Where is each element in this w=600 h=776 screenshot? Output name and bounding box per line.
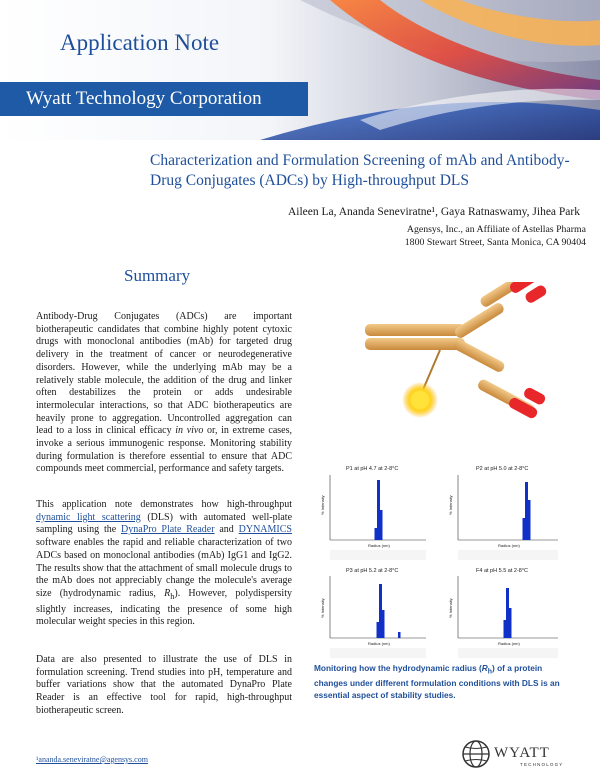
rh-symbol: R bbox=[164, 587, 171, 599]
para2-text-b: (DLS) with automated well-plate sampling using the bbox=[36, 511, 293, 536]
paper-title: Characterization and Formulation Screening of mAb and Antibody-Drug Conjugates (ADCs) by High-throughput DLS bbox=[150, 152, 570, 189]
wyatt-logo bbox=[462, 738, 582, 770]
panel-3-xlabel: Radius (nm) bbox=[368, 641, 390, 646]
panel-3-title: P3 at pH 5.2 at 2-8°C bbox=[346, 568, 399, 574]
panel-4-xlabel: Radius (nm) bbox=[498, 641, 520, 646]
panel-4-title: F4 at pH 5.5 at 2-8°C bbox=[476, 568, 529, 574]
author-email-link[interactable]: ¹ananda.seneviratne@agensys.com bbox=[36, 755, 148, 764]
caption-rh-symbol: R bbox=[481, 663, 488, 673]
para2-text-a: This application note demonstrates how high-throughput bbox=[36, 499, 292, 510]
panel-3 bbox=[320, 568, 426, 658]
plate-reader-link[interactable]: DynaPro Plate Reader bbox=[121, 524, 215, 536]
summary-paragraph-3: Data are also presented to illustrate the use of DLS in formulation screening. Trend studies into pH, temperature and buffer variations show that the automated DynaPro Plate Reader is an effective tool for rapid, high-throughput biotherapeutic screen. bbox=[36, 654, 292, 716]
wyatt-globe-icon bbox=[463, 741, 489, 767]
panel-2-ylabel: % Intensity bbox=[448, 495, 453, 515]
panel-1-ylabel: % Intensity bbox=[320, 495, 325, 515]
panel-2 bbox=[448, 466, 558, 560]
logo-subtitle: TECHNOLOGY bbox=[520, 762, 564, 767]
dynamics-link[interactable]: DYNAMICS bbox=[238, 524, 292, 536]
dls-histogram-figure bbox=[318, 460, 578, 660]
affiliation-line2: 1800 Stewart Street, Santa Monica, CA 90404 bbox=[404, 237, 586, 248]
panel-2-xlabel: Radius (nm) bbox=[498, 543, 520, 548]
company-name: Wyatt Technology Corporation bbox=[26, 88, 262, 109]
caption-text-b: ) of a protein changes under different formulation conditions with DLS is an essential aspect of stability studies. bbox=[314, 663, 560, 700]
para1-italic: in vivo bbox=[175, 425, 204, 437]
application-note-label: Application Note bbox=[60, 30, 220, 55]
header-banner bbox=[0, 0, 600, 140]
antibody-drug-conjugate-illustration bbox=[360, 282, 560, 432]
affiliation-line1: Agensys, Inc., an Affiliate of Astellas Pharma bbox=[406, 224, 586, 235]
summary-heading: Summary bbox=[124, 266, 191, 285]
para2-text-e: ). However, polydispersity slightly increases, indicating the presence of some high molecular weight species in this region. bbox=[36, 587, 292, 628]
para1-text-a: Antibody-Drug Conjugates (ADCs) are important biotherapeutic candidates that combine highly potent cytoxic drugs with monoclonal antibodies (mAb) for targeted drug delivery in the treatment of cancer or neurodegenerative disorders. However, while the underlying mAb may be a relatively stable molecule, the addition of the drug and linker often destabilizes the protein or adds undesirable intermolecular interactions, so that ADC biotherapeutics are heavily prone to aggregation. Uncontrolled aggregation can lead to a loss in clinical efficacy bbox=[36, 311, 292, 437]
affiliation bbox=[405, 223, 586, 249]
rh-subscript: h bbox=[170, 591, 175, 601]
panel-1-title: P1 at pH 4.7 at 2-8°C bbox=[346, 466, 399, 472]
caption-rh-subscript: h bbox=[487, 668, 493, 676]
dls-link[interactable]: dynamic light scattering bbox=[36, 511, 141, 523]
authors: Aileen La, Ananda Seneviratne¹, Gaya Ratnaswamy, Jihea Park bbox=[287, 206, 580, 218]
caption-text-a: Monitoring how the hydrodynamic radius ( bbox=[314, 663, 482, 673]
panel-1-xlabel: Radius (nm) bbox=[368, 543, 390, 548]
para2-text-c: and bbox=[214, 524, 239, 536]
banner-graphic bbox=[0, 0, 600, 140]
para2-text-d: software enables the rapid and reliable characterization of two ADCs based on monoclonal antibodies (mAb) IgG1 and IgG2. The results show that the attachment of small molecule drugs to the mAb does not appreciably change the molecule's average size (hydrodynamic radius, bbox=[36, 537, 292, 599]
figure-caption bbox=[314, 663, 576, 701]
summary-paragraph-1 bbox=[36, 311, 292, 476]
panel-2-title: P2 at pH 5.0 at 2-8°C bbox=[476, 466, 529, 472]
para1-text-b: or, in extreme cases, invoke a serious immunogenic response. Monitoring stability during formulation is therefore essential to ensure that ADC compounds meet commercial, performance and safety targets. bbox=[36, 425, 292, 475]
logo-name: WYATT bbox=[494, 745, 550, 761]
panel-4 bbox=[448, 568, 558, 658]
antibody-shape bbox=[365, 282, 548, 420]
panel-4-ylabel: % Intensity bbox=[448, 598, 453, 618]
panel-1 bbox=[320, 466, 426, 560]
summary-paragraph-2 bbox=[36, 499, 292, 629]
panel-3-ylabel: % Intensity bbox=[320, 598, 325, 618]
